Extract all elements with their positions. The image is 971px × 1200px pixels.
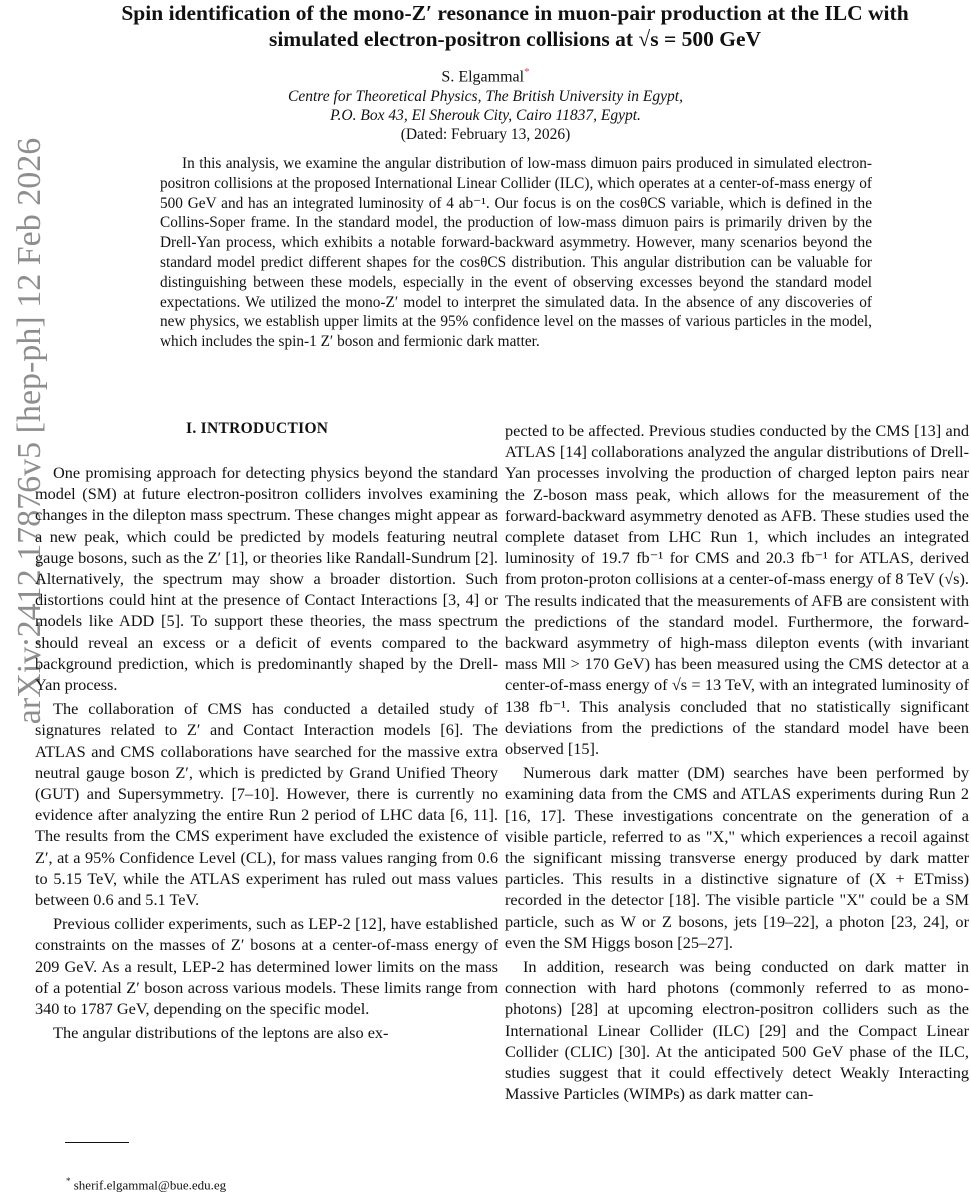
- paragraph: Numerous dark matter (DM) searches have been performed by examining data from the CMS and ATLAS experiments during Run 2 [16, 17]. These investigations concentrate on the generation of a visible particle, referred to as "X," which experiences a recoil against the significant missing transverse energy produced by dark matter particles. This results in a distinctive signature of (X + ETmiss) recorded in the detector [18]. The visible particle "X" could be a SM particle, such as W or Z bosons, jets [19–22], a photon [23, 24], or even the SM Higgs boson [25–27].: [505, 763, 969, 952]
- paragraph: The collaboration of CMS has conducted a detailed study of signatures related to Z′ and Contact Interaction models [6]. The ATLAS and CMS collaborations have searched for the massive extra neutral gauge boson Z′, which is predicted by Grand Unified Theory (GUT) and Supersymmetry. [7–10]. However, there is currently no evidence after analyzing the entire Run 2 period of LHC data [6, 11]. The results from the CMS experiment have excluded the existence of Z′, at a 95% Confidence Level (CL), for mass values ranging from 0.6 to 5.15 TeV, while the ATLAS experiment has ruled out mass values between 0.6 and 5.1 TeV.: [35, 699, 498, 910]
- left-column: [35, 462, 498, 1043]
- affiliation-line-1: Centre for Theoretical Physics, The British University in Egypt,: [288, 88, 683, 105]
- title-line-1: Spin identification of the mono-Z′ resonance in muon-pair production at the ILC with: [121, 1, 909, 25]
- arxiv-sidebar-stamp: arXiv:2412.17876v5 [hep-ph] 12 Feb 2026: [11, 137, 48, 725]
- paragraph: One promising approach for detecting physics beyond the standard model (SM) at future electron-positron colliders involves examining changes in the dilepton mass spectrum. These changes might appear as a new peak, which could be predicted by models featuring neutral gauge bosons, such as the Z′ [1], or theories like Randall-Sundrum [2]. Alternatively, the spectrum may show a broader distortion. Such distortions could hint at the presence of Contact Interactions [3, 4] or models like ADD [5]. To support these theories, the mass spectrum should reveal an excess or a deficit of events compared to the background prediction, which is predominantly shaped by the Drell-Yan process.: [35, 463, 498, 695]
- author-name: S. Elgammal: [441, 68, 525, 86]
- footnote-email[interactable]: sherif.elgammal@bue.edu.eg: [73, 1177, 227, 1193]
- affiliation-line-2: P.O. Box 43, El Sherouk City, Cairo 11837, Egypt.: [330, 107, 641, 124]
- author-footnote-mark[interactable]: *: [524, 66, 530, 78]
- abstract: In this analysis, we examine the angular distribution of low-mass dimuon pairs produced in simulated electron-positron collisions at the proposed International Linear Collider (ILC), which operates at a center-of-mass energy of 500 GeV and has an integrated luminosity of 4 ab⁻¹. Our focus is on the cosθCS variable, which is defined in the Collins-Soper frame. In the standard model, the production of low-mass dimuon pairs is primarily driven by the Drell-Yan process, which exhibits a notable forward-backward asymmetry. However, many scenarios beyond the standard model predict different shapes for the cosθCS distribution. This angular distribution can be valuable for distinguishing between these models, especially in the event of observing excesses beyond the standard model expectations. We utilized the mono-Z′ model to interpret the simulated data. In the absence of any discoveries of new physics, we establish upper limits at the 95% confidence level on the masses of various particles in the model, which includes the spin-1 Z′ boson and fermionic dark matter.: [160, 155, 872, 351]
- section-heading-introduction: I. INTRODUCTION: [186, 420, 329, 437]
- footnote-mark: *: [66, 1176, 71, 1186]
- title-line-2: simulated electron-positron collisions at √s = 500 GeV: [268, 27, 762, 51]
- paragraph: pected to be affected. Previous studies conducted by the CMS [13] and ATLAS [14] collaborations analyzed the angular distributions of Drell-Yan processes involving the production of charged lepton pairs near the Z-boson mass peak, which allows for the measurement of the forward-backward asymmetry denoted as AFB. These studies used the complete dataset from LHC Run 1, which includes an integrated luminosity of 19.7 fb⁻¹ for CMS and 20.3 fb⁻¹ for ATLAS, derived from proton-proton collisions at a center-of-mass energy of 8 TeV (√s). The results indicated that the measurements of AFB are consistent with the predictions of the standard model. Furthermore, the forward-backward asymmetry of high-mass dilepton events (with invariant mass Mll > 170 GeV) has been measured using the CMS detector at a center-of-mass energy of √s = 13 TeV, with an integrated luminosity of 138 fb⁻¹. This analysis concluded that no statistically significant deviations from the predictions of the standard model have been observed [15].: [505, 421, 969, 759]
- footnote: [66, 1176, 226, 1193]
- paper-title: [50, 0, 971, 52]
- paragraph: In addition, research was being conducted on dark matter in connection with hard photons (commonly referred to as mono-photons) [28] at upcoming electron-positron colliders such as the International Linear Collider (ILC) [29] and the Compact Linear Collider (CLIC) [30]. At the anticipated 500 GeV phase of the ILC, studies suggest that it could effectively detect Weakly Interacting Massive Particles (WIMPs) as dark matter can-: [505, 957, 969, 1104]
- right-column: [505, 420, 969, 1105]
- footnote-divider: [65, 1142, 129, 1143]
- paragraph: Previous collider experiments, such as LEP-2 [12], have established constraints on the masses of Z′ bosons at a center-of-mass energy of 209 GeV. As a result, LEP-2 has determined lower limits on the mass of a potential Z′ boson across various models. These limits range from 340 to 1787 GeV, depending on the specific model.: [35, 914, 498, 1019]
- dated: (Dated: February 13, 2026): [400, 126, 571, 143]
- paragraph: The angular distributions of the leptons are also ex-: [53, 1023, 389, 1043]
- author: [0, 66, 971, 86]
